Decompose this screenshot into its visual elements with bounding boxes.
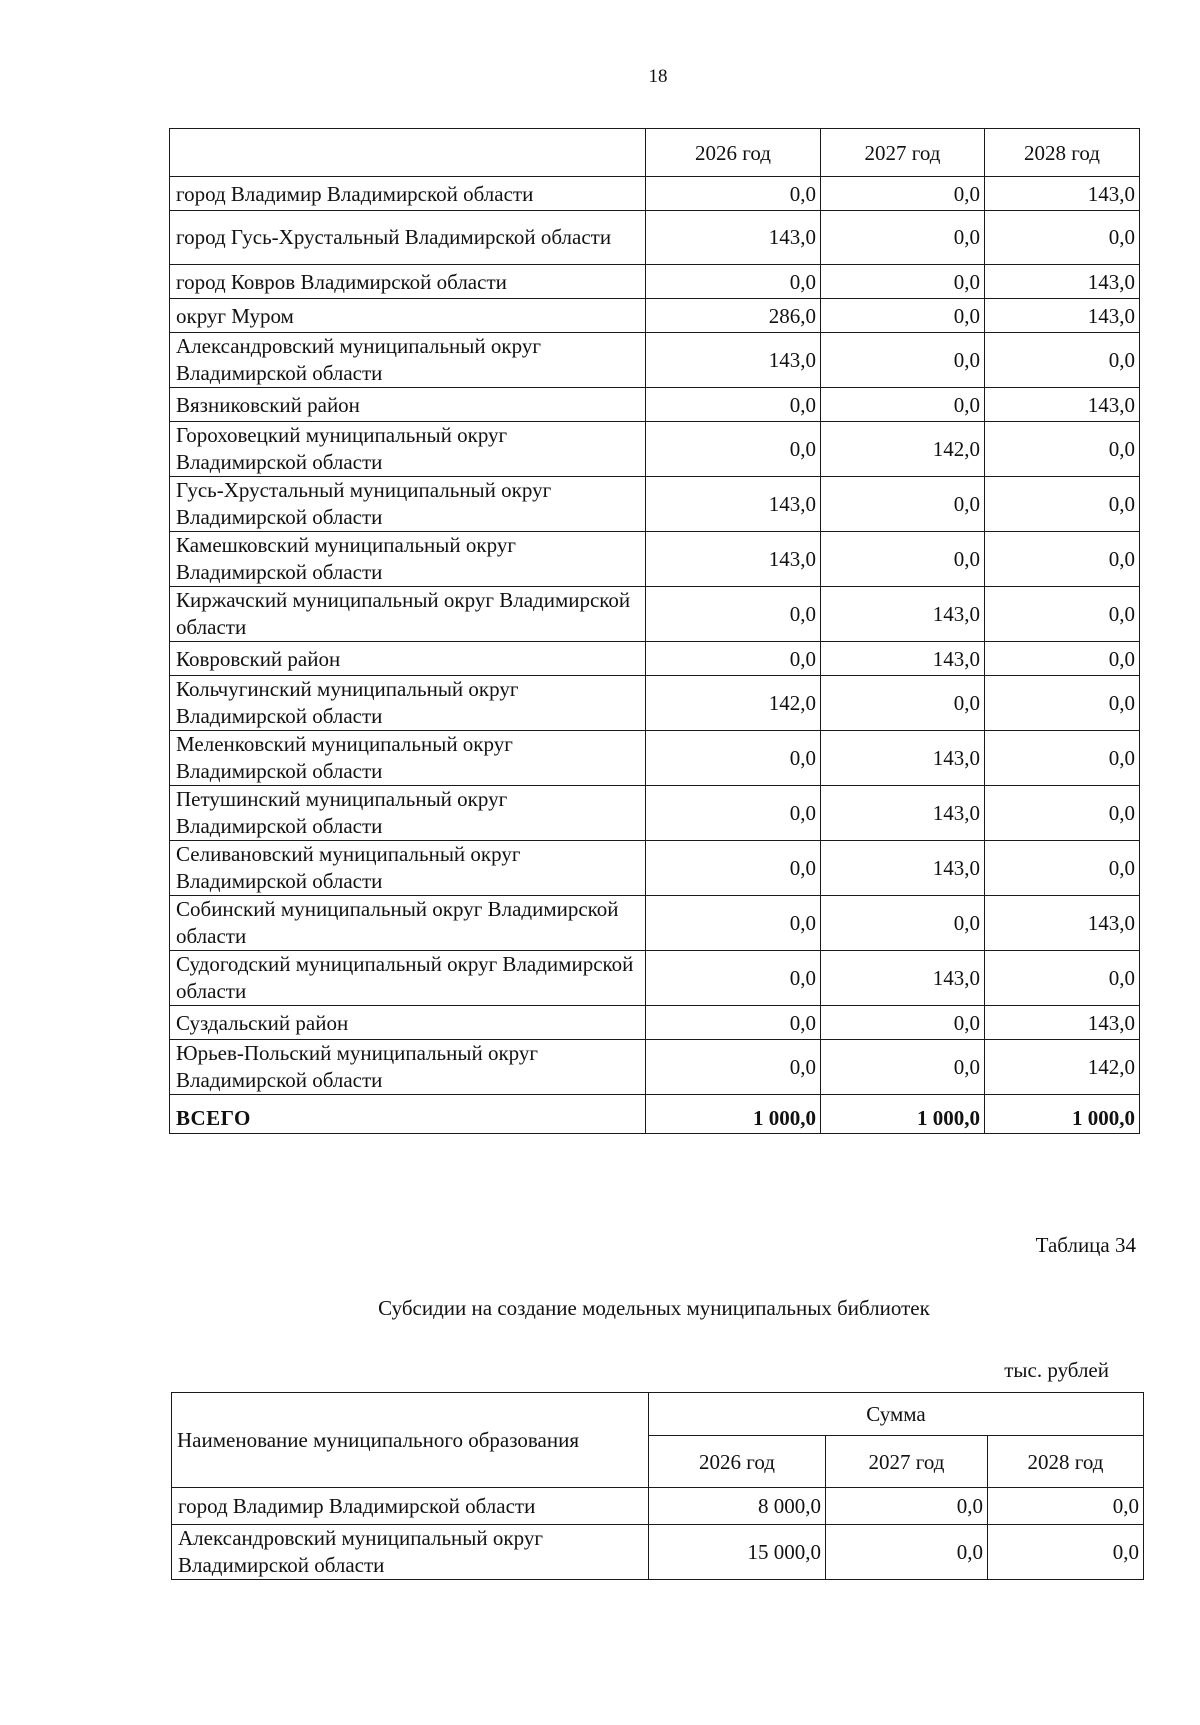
value-2026: 0,0 [646,587,821,642]
municipality-name: Гусь-Хрустальный муниципальный округ Владимирской области [170,477,646,532]
header-sum: Сумма [649,1393,1144,1436]
municipality-name: Петушинский муниципальный округ Владимирской области [170,786,646,841]
table-row [170,333,1140,388]
value-2027: 0,0 [821,676,985,731]
value-2027: 0,0 [821,896,985,951]
value-2028: 0,0 [985,211,1140,265]
table-row [170,1006,1140,1040]
value-2028: 0,0 [985,786,1140,841]
municipality-name: Александровский муниципальный округ Владимирской области [170,333,646,388]
value-2026: 0,0 [646,896,821,951]
value-2026: 0,0 [646,951,821,1006]
value-2028: 143,0 [985,299,1140,333]
value-2028: 142,0 [985,1040,1140,1095]
value-2026: 0,0 [646,642,821,676]
header-year-2026: 2026 год [649,1436,826,1488]
value-2026: 142,0 [646,676,821,731]
value-2026: 143,0 [646,211,821,265]
value-2028: 0,0 [985,532,1140,587]
table-row [170,841,1140,896]
value-2027: 0,0 [821,211,985,265]
value-2027: 0,0 [821,299,985,333]
table-units: тыс. рублей [1004,1358,1109,1382]
value-2027: 143,0 [821,731,985,786]
value-2028: 0,0 [985,841,1140,896]
value-2027: 0,0 [821,388,985,422]
municipality-name: Меленковский муниципальный округ Владимирской области [170,731,646,786]
municipality-name: Александровский муниципальный округ Владимирской области [172,1525,649,1580]
value-2027: 0,0 [821,532,985,587]
municipality-name: Юрьев-Польский муниципальный округ Владимирской области [170,1040,646,1095]
value-2028: 143,0 [985,1006,1140,1040]
value-2026: 15 000,0 [649,1525,826,1580]
value-2027: 143,0 [821,841,985,896]
value-2028: 0,0 [985,951,1140,1006]
value-2027: 143,0 [821,587,985,642]
header-name [170,129,646,177]
value-2027: 143,0 [821,786,985,841]
value-2028: 0,0 [988,1525,1144,1580]
table-row [170,422,1140,477]
value-2028: 0,0 [985,676,1140,731]
table-header-row [172,1393,1144,1436]
value-2028: 0,0 [985,642,1140,676]
table-row [170,265,1140,299]
municipality-name: Кольчугинский муниципальный округ Владимирской области [170,676,646,731]
table-header-row [170,129,1140,177]
value-2027: 0,0 [821,177,985,211]
value-2028: 0,0 [985,333,1140,388]
table-row [170,676,1140,731]
value-2026: 0,0 [646,177,821,211]
value-2026: 0,0 [646,388,821,422]
table-row [170,477,1140,532]
table-row [170,211,1140,265]
municipality-name: Судогодский муниципальный округ Владимирской области [170,951,646,1006]
municipality-name: Собинский муниципальный округ Владимирской области [170,896,646,951]
municipality-name: город Владимир Владимирской области [170,177,646,211]
table-caption: Таблица 34 [1035,1233,1136,1257]
value-2027: 0,0 [826,1488,988,1525]
municipality-name: Суздальский район [170,1006,646,1040]
municipality-name: город Гусь-Хрустальный Владимирской области [170,211,646,265]
header-year-2027: 2027 год [826,1436,988,1488]
total-2027: 1 000,0 [821,1095,985,1134]
municipality-name: город Владимир Владимирской области [172,1488,649,1525]
value-2026: 0,0 [646,841,821,896]
value-2028: 0,0 [988,1488,1144,1525]
value-2028: 0,0 [985,422,1140,477]
municipality-name: Камешковский муниципальный округ Владимирской области [170,532,646,587]
header-municipality: Наименование муниципального образования [172,1393,649,1488]
value-2026: 0,0 [646,1006,821,1040]
value-2028: 0,0 [985,587,1140,642]
value-2026: 0,0 [646,422,821,477]
subsidy-table-previous [169,128,1140,1134]
value-2027: 142,0 [821,422,985,477]
municipality-name: Гороховецкий муниципальный округ Владимирской области [170,422,646,477]
table-row [170,951,1140,1006]
value-2026: 0,0 [646,1040,821,1095]
value-2027: 0,0 [826,1525,988,1580]
table-row [172,1488,1144,1525]
value-2026: 0,0 [646,265,821,299]
value-2027: 0,0 [821,333,985,388]
value-2026: 143,0 [646,477,821,532]
value-2027: 0,0 [821,265,985,299]
table-row [170,388,1140,422]
table-row [170,299,1140,333]
value-2027: 143,0 [821,951,985,1006]
value-2026: 0,0 [646,786,821,841]
value-2027: 143,0 [821,642,985,676]
municipality-name: Вязниковский район [170,388,646,422]
table-row [170,896,1140,951]
municipality-name: Селивановский муниципальный округ Владимирской области [170,841,646,896]
table-total-row [170,1095,1140,1134]
table-row [170,731,1140,786]
value-2027: 0,0 [821,1006,985,1040]
value-2027: 0,0 [821,477,985,532]
table-row [170,177,1140,211]
value-2027: 0,0 [821,1040,985,1095]
value-2028: 0,0 [985,477,1140,532]
value-2026: 143,0 [646,333,821,388]
municipality-name: округ Муром [170,299,646,333]
total-2028: 1 000,0 [985,1095,1140,1134]
table-row [172,1525,1144,1580]
table-row [170,642,1140,676]
value-2026: 286,0 [646,299,821,333]
value-2026: 8 000,0 [649,1488,826,1525]
table-row [170,587,1140,642]
table-row [170,532,1140,587]
table-title: Субсидии на создание модельных муниципальных библиотек [378,1296,930,1320]
page-number: 18 [648,66,668,87]
total-2026: 1 000,0 [646,1095,821,1134]
header-year-2027: 2027 год [821,129,985,177]
header-year-2028: 2028 год [985,129,1140,177]
total-label: ВСЕГО [170,1095,646,1134]
library-subsidy-table [171,1392,1144,1580]
value-2028: 0,0 [985,731,1140,786]
value-2026: 0,0 [646,731,821,786]
table-row [170,786,1140,841]
value-2026: 143,0 [646,532,821,587]
header-year-2026: 2026 год [646,129,821,177]
value-2028: 143,0 [985,265,1140,299]
municipality-name: город Ковров Владимирской области [170,265,646,299]
value-2028: 143,0 [985,896,1140,951]
value-2028: 143,0 [985,177,1140,211]
value-2028: 143,0 [985,388,1140,422]
table-row [170,1040,1140,1095]
municipality-name: Киржачский муниципальный округ Владимирской области [170,587,646,642]
municipality-name: Ковровский район [170,642,646,676]
header-year-2028: 2028 год [988,1436,1144,1488]
